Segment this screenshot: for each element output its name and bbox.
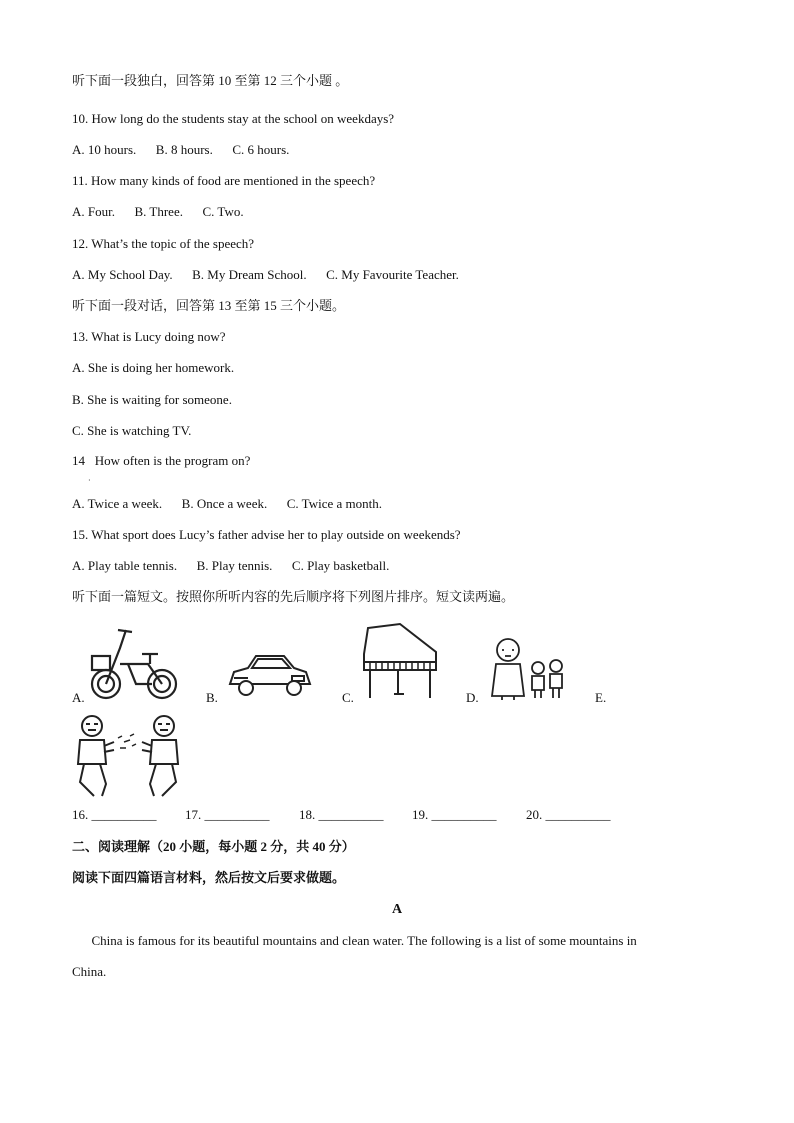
picture-label-b: B. (206, 690, 218, 705)
stray-dot: · (88, 476, 91, 485)
question-14-options: A. Twice a week. B. Once a week. C. Twice a month. (72, 496, 382, 511)
reading-instruction: 阅读下面四篇语言材料，然后按文后要求做题。 (72, 870, 346, 885)
question-13: 13. What is Lucy doing now? (72, 329, 226, 344)
question-12-options: A. My School Day. B. My Dream School. C. My Favourite Teacher. (72, 267, 459, 282)
piano-icon (360, 622, 440, 702)
reading-section-header: 二、阅读理解（20 小题，每小题 2 分，共 40 分） (72, 839, 355, 854)
section-intro-monologue: 听下面一段独白，回答第 10 至第 12 三个小题 。 (72, 73, 349, 88)
answer-blank-17[interactable]: 17. __________ (185, 807, 270, 822)
answer-blank-19[interactable]: 19. __________ (412, 807, 497, 822)
arguing-men-icon (72, 712, 184, 798)
question-15: 15. What sport does Lucy’s father advise her to play outside on weekends? (72, 527, 461, 542)
picture-label-e: E. (595, 690, 607, 705)
question-13-option-c: C. She is watching TV. (72, 423, 192, 438)
electric-bike-icon (86, 624, 182, 704)
answer-blank-16[interactable]: 16. __________ (72, 807, 157, 822)
question-10: 10. How long do the students stay at the school on weekdays? (72, 111, 395, 126)
question-13-option-a: A. She is doing her homework. (72, 360, 235, 375)
question-10-options: A. 10 hours. B. 8 hours. C. 6 hours. (72, 142, 290, 157)
passage-line-2: China. (72, 964, 107, 979)
question-15-options: A. Play table tennis. B. Play tennis. C. Play basketball. (72, 558, 390, 573)
grandma-with-kids-icon (486, 636, 570, 702)
picture-label-a: A. (72, 690, 85, 705)
answer-blank-18[interactable]: 18. __________ (299, 807, 384, 822)
section-intro-ordering: 听下面一篇短文。按照你所听内容的先后顺序将下列图片排序。短文读两遍。 (72, 589, 515, 604)
section-intro-dialogue: 听下面一段对话，回答第 13 至第 15 三个小题。 (72, 298, 346, 313)
passage-title: A (391, 902, 403, 917)
picture-label-d: D. (466, 690, 479, 705)
question-11: 11. How many kinds of food are mentioned in the speech? (72, 173, 376, 188)
passage-line-1: China is famous for its beautiful mountains and clean water. The following is a list of some mountains in (72, 933, 637, 948)
question-12: 12. What’s the topic of the speech? (72, 236, 255, 251)
picture-label-c: C. (342, 690, 354, 705)
question-11-options: A. Four. B. Three. C. Two. (72, 204, 244, 219)
question-13-option-b: B. She is waiting for someone. (72, 392, 232, 407)
car-icon (226, 650, 312, 700)
answer-blank-20[interactable]: 20. __________ (526, 807, 611, 822)
question-14: 14 How often is the program on? (72, 453, 251, 468)
